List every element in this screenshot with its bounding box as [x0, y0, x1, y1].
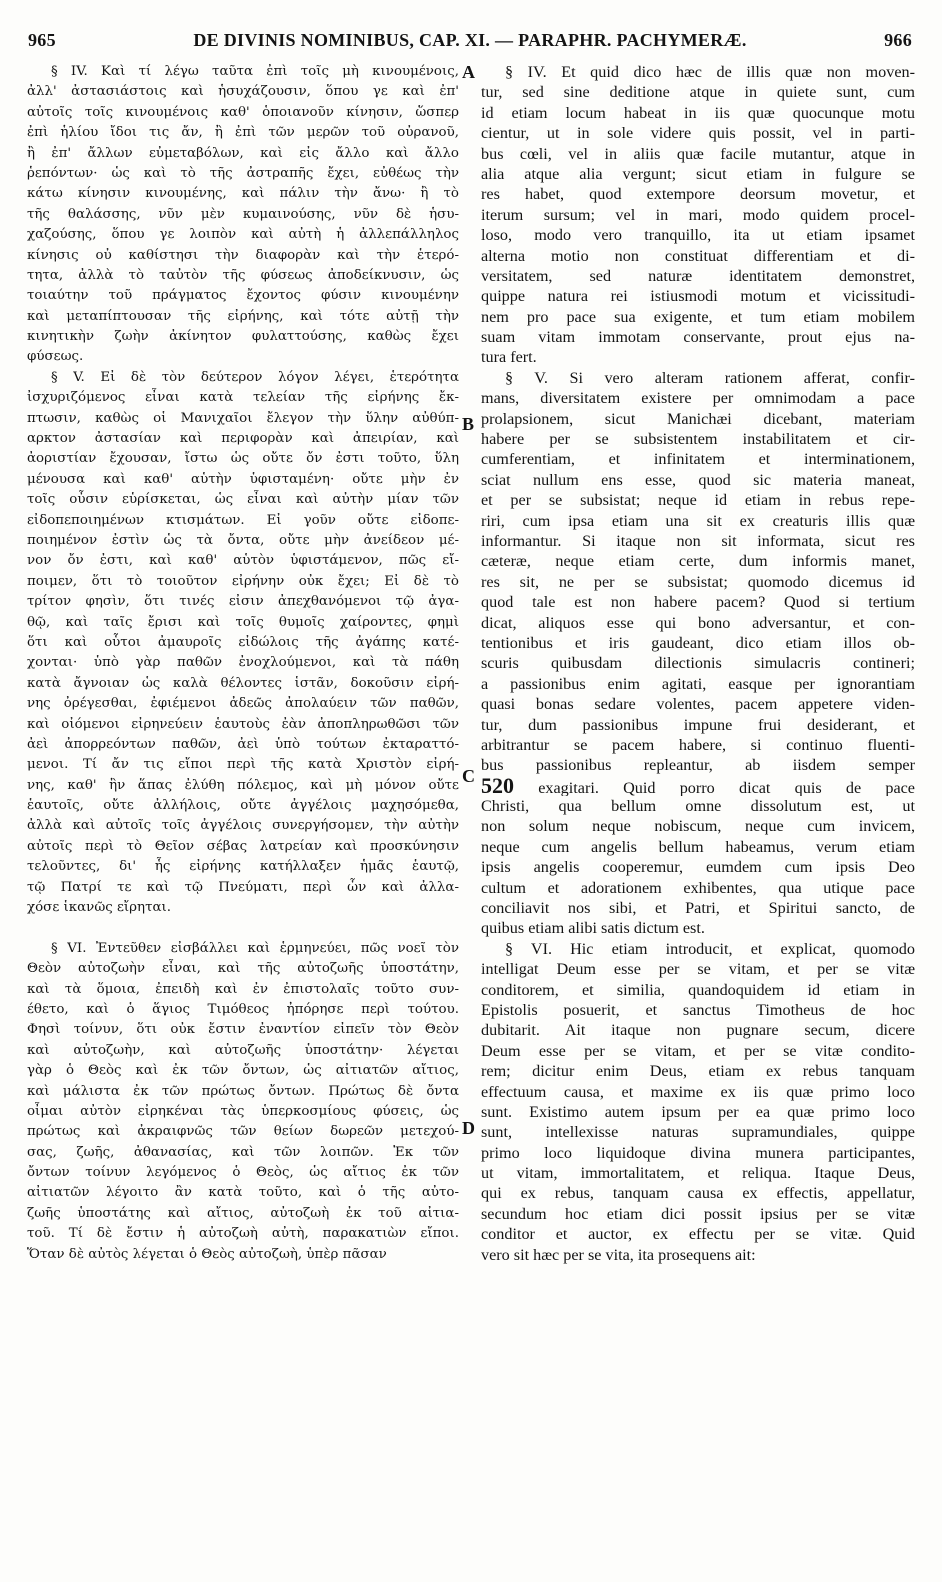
latin-line: bus cœli, vel in aliis quæ facile mutantur, atque in	[481, 144, 915, 163]
greek-line: νης, καθ' ἣν ἅπας ἐλύθη πόλεμος, καὶ μὴ μόνον οὔτε	[27, 777, 459, 793]
greek-line: ποιημένον ἐστὶν ὡς τὰ ὄντα, οὔτε μὴν ἀνείδεον μέ-	[27, 532, 459, 548]
latin-line: quippe natura rei istiusmodi motum et vicissitudi-	[481, 287, 915, 306]
latin-line: ipsis angelis cooperemur, eumdem cum ipsis Deo	[481, 858, 915, 877]
greek-line: κατὰ ἄγνοιαν ὡς καλὰ θέλοντες ἱστᾶν, δοκοῦσιν εἰρή-	[27, 675, 459, 691]
greek-line: Ὅταν δὲ αὐτὸς λέγεται ὁ Θεὸς αὐτοζωὴ, ὑπὲρ πᾶσαν	[27, 1246, 387, 1262]
latin-line: prolapsionem, sicut Manichæi dicebant, materiam	[481, 409, 915, 428]
latin-line: quod tale est non habere pacem? Quod si tertium	[481, 593, 915, 612]
latin-line: bus passionibus repleantur, ab iisdem semper	[481, 756, 915, 775]
greek-line: χαζούσης, ὅπου γε λοιπὸν καὶ αὐτὴ ἡ ἀλλεπάλληλος	[27, 227, 459, 243]
greek-line: Φησὶ τοίνυν, ὅτι οὐκ ἔστιν ἐναντίον εἰπεῖν τὸν Θεὸν	[27, 1022, 459, 1038]
latin-line: id etiam locum habeat in iis quæ quocunque motu	[481, 103, 915, 122]
greek-line: μένουσα καὶ καθ' αὑτὴν ὑφισταμένη· οὔτε μὴν ἐν	[27, 471, 459, 487]
latin-line: conditor et auctor, ex effectu per se vitæ. Quid	[481, 1225, 915, 1244]
latin-line: habere per se subsistentem instabilitatem et cir-	[481, 430, 915, 449]
latin-line: informantur. Si itaque non sit informata, sicut res	[481, 531, 915, 550]
greek-line: τῷ Πατρί τε καὶ τῷ Πνεύματι, περὶ ὧν καὶ ἀλλα-	[27, 879, 459, 895]
greek-line: καὶ οἰόμενοι εἰρηνεύειν ἑαυτοὺς ἐὰν ἀποπληρωθῶσι τῶν	[27, 716, 459, 732]
latin-line: arbitrantur se pacem habere, si continuo fluenti-	[481, 735, 915, 754]
greek-line: ὅτι καὶ οὗτοι ἀμαυροῖς εἰδώλοις τῆς ἀγάπης κατέ-	[27, 634, 459, 650]
margin-letter-a: A	[462, 62, 475, 82]
greek-line: αὐτοῖς περὶ τὸ Θεῖον σέβας λατρείαν καὶ προσκύνησιν	[27, 838, 459, 854]
paragraph-gap	[27, 918, 459, 938]
column-number-marker: 520	[481, 775, 514, 797]
page-number-left: 965	[28, 30, 56, 50]
greek-line: ῥεπόντων· ὡς καὶ τὸ τῆς ἀστραπῆς ἔχει, εὐθέως τὴν	[27, 165, 459, 181]
greek-line: σας, ζωῆς, ἀθανασίας, καὶ τῶν λοιπῶν. Ἐκ τῶν	[27, 1144, 459, 1160]
latin-line: primo loco liquidoque divina munera participantes,	[481, 1143, 915, 1162]
greek-column	[27, 62, 459, 1265]
greek-line: χονται· ὑπὸ γὰρ παθῶν ἐνοχλούμενοι, καὶ τὰ πάθη	[27, 655, 459, 671]
greek-line: αὐτοῖς τοῖς κινουμένοις καθ' ὁποιανοῦν κίνησιν, ὥσπερ	[27, 104, 459, 120]
latin-line: cæteræ, neque etiam certe, dum informis manet,	[481, 552, 915, 571]
latin-line: 520 exagitari. Quid porro dicat quis de pace	[481, 776, 915, 796]
greek-line: ἐπὶ ἡλίου ἴδοι τις ἄν, ἢ ἐπὶ τῶν μερῶν τοῦ οὐρανοῦ,	[27, 125, 459, 141]
latin-line: dubitarit. Ait itaque non pugnare secum, dicere	[481, 1021, 915, 1040]
greek-line: καὶ αὐτοζωὴν, καὶ αὐτοζωῆς ὑποστάτην· λέγεται	[27, 1042, 459, 1058]
greek-line: τελοῦντες, δι' ἧς εἰρήνης κατήλλαξεν ἡμᾶς ἑαυτῷ,	[27, 859, 459, 875]
greek-line: ἢ ἐπ' ἄλλων εὐμεταβόλων, καὶ εἰς ἄλλο καὶ ἄλλο	[27, 145, 459, 161]
greek-line: ἑαυτοῖς, οὔτε ἀλλήλοις, οὔτε ἀγγέλοις μαχησόμεθα,	[27, 798, 459, 814]
latin-line: nem pro pace sua exigente, et tum etiam mobilem	[481, 307, 915, 326]
greek-line: ἀλλὰ καὶ αὐτοῖς τοῖς ἀγγέλοις συνεργήσομεν, τὴν αὐτὴν	[27, 818, 459, 834]
greek-line: αρκτον ἀστασίαν καὶ περιφορὰν καὶ ἀπειρίαν, καὶ	[27, 431, 459, 447]
greek-line: κίνησις οὐ καθίστησι τὴν διαφορὰν καὶ τὴν ἑτερό-	[27, 247, 459, 263]
latin-line: § IV. Et quid dico hæc de illis quæ non moven-	[505, 63, 915, 81]
greek-line: γὰρ ὁ Θεὸς καὶ ἐκ τῶν ὄντων, ὡς αἰτιατῶν αἴτιος,	[27, 1063, 459, 1079]
latin-line: tur, dum passionibus impune frui desiderant, et	[481, 715, 915, 734]
latin-line: mans, diversitatem existere per omnimodam a pace	[481, 389, 915, 408]
latin-line: rem; dicitur enim Deus, etiam ex rebus tanquam	[481, 1062, 915, 1081]
latin-line: quasi bonas sedare volentes, pacem appetere viden-	[481, 695, 915, 714]
latin-line: iterum sursum; vel in mari, modo quidem procel-	[481, 205, 915, 224]
greek-line: οἶμαι αὐτὸν εἰρηκέναι τὰς ὑπερκοσμίους φύσεις, ὡς	[27, 1103, 459, 1119]
latin-line: dicat, aliquos esse qui bono adversantur, et con-	[481, 613, 915, 632]
greek-line: φύσεως.	[27, 349, 84, 365]
latin-line: sunt, intellexisse naturas supramundiales, quippe	[481, 1123, 915, 1142]
latin-line: effectuum causa, et maxime ex iis quæ primo loco	[481, 1082, 915, 1101]
latin-line: sciat nullum ens esse, quod sic materia maneat,	[481, 470, 915, 489]
greek-line: ἀοριστίαν ἔχουσαν, ἴστω ὡς οὔτε ὄν ἐστι τοῦτο, ὕλη	[27, 451, 459, 467]
greek-line: τοῦ. Τί δὲ ἔστιν ἡ αὐτοζωὴ αὐτὴ, παρακατιὼν εἴποι.	[27, 1226, 459, 1242]
greek-line: τοιαύτην τοῦ πράγματος ἔχοντος φύσιν κινουμένην	[27, 288, 459, 304]
greek-line: τρίτον φησὶν, ὅτι τινές εἰσιν ἀπεχθανόμενοι τῷ ἀγα-	[27, 594, 459, 610]
greek-line: θῷ, καὶ ταῖς ἔρισι καὶ τοῖς θυμοῖς χαίροντες, φημὶ	[27, 614, 459, 630]
margin-letter-c: C	[462, 766, 475, 786]
margin-letter-b: B	[462, 414, 475, 434]
greek-line: § VI. Ἐντεῦθεν εἰσβάλλει καὶ ἑρμηνεύει, πῶς νοεῖ τὸν	[51, 940, 459, 956]
latin-line: § VI. Hic etiam introducit, et explicat, quomodo	[505, 939, 915, 958]
latin-column	[481, 62, 915, 1265]
latin-line: alia atque alia vergunt; sicut etiam in fulgure se	[481, 164, 915, 183]
greek-line: ζωῆς ὑποστάτης καὶ αἴτιος, αὐτοζωὴ ἐκ τοῦ αἰτια-	[27, 1205, 459, 1221]
latin-line: versitatem, sed naturæ identitatem demonstret,	[481, 266, 915, 285]
greek-line: πτωσιν, καθὼς οἱ Μανιχαῖοι ἔλεγον τὴν ὕλην αὐθύπ-	[27, 410, 459, 426]
running-header	[28, 30, 912, 58]
latin-line: et per se subsistat; neque id etiam in rebus repe-	[481, 491, 915, 510]
greek-line: § V. Εἰ δὲ τὸν δεύτερον λόγον λέγει, ἑτερότητα	[51, 369, 459, 385]
greek-line: καὶ μάλιστα ἐκ τῶν πρώτως ὄντων. Πρώτως δὲ ὄντα	[27, 1083, 459, 1099]
greek-line: ἰσχυριζόμενος εἶναι κατὰ τελείαν τῆς εἰρήνης ἔκ-	[27, 390, 459, 406]
greek-line: ἀλλ' ἀστασιάστοις καὶ ἡσυχάζουσιν, ὅπου γε καὶ ἐπ'	[27, 84, 459, 100]
latin-line: cultum et adorationem exhibentes, qua utique pace	[481, 878, 915, 897]
latin-line: alterna motio non constituat differentiam et di-	[481, 246, 915, 265]
greek-line: πρώτως καὶ ἀκραιφνῶς τῶν θείων δωρεῶν μετεχού-	[27, 1124, 459, 1140]
greek-line: καὶ μεταπίπτουσαν τῆς εἰρήνης, καὶ τότε αὐτῇ τὴν	[27, 308, 459, 324]
greek-line: ὄντων τοίνυν λεγόμενος ὁ Θεὸς, ὡς αἴτιος ἐκ τῶν	[27, 1165, 459, 1181]
latin-line: secundum hoc etiam dici possit ipsius per se vitæ	[481, 1204, 915, 1223]
latin-line: intelligat Deum esse per se vitam, et per se vitæ	[481, 960, 915, 979]
latin-line: riri, cum ipsa etiam una sit ex creaturis illis quæ	[481, 511, 915, 530]
latin-line: qui ex rebus, tanquam causa ex effectis, appellatur,	[481, 1184, 915, 1203]
latin-line: Epistolis posuerit, et sanctus Timotheus de hoc	[481, 1000, 915, 1019]
greek-line: εἰδοπεποιημένων κτισμάτων. Εἰ γοῦν οὔτε εἰδοπε-	[27, 512, 459, 528]
greek-line: κάτω κίνησιν κινουμένης, καὶ πάλιν τὴν ἄνω· ἢ τὸ	[27, 186, 459, 202]
latin-line: Deum esse per se vitam, et per se vitæ condito-	[481, 1041, 915, 1060]
latin-line: cientur, ut in sole videre quis possit, vel in parti-	[481, 124, 915, 143]
margin-letter-d: D	[462, 1118, 475, 1138]
latin-line: tura fert.	[481, 348, 537, 367]
latin-line: neque cum angelis bellum habeamus, verum etiam	[481, 837, 915, 856]
greek-line: νης ὀρέγεσθαι, ἐφιέμενοι ἀδεῶς ἀπολαύειν τῶν παθῶν,	[27, 696, 459, 712]
greek-line: κινητικὴν ζωὴν ἀκίνητον φυλαττούσης, καθὼς ἔχει	[27, 329, 459, 345]
latin-line: ut vitam, immortalitatem, et reliqua. Itaque Deus,	[481, 1164, 915, 1183]
greek-line: τητα, ἀλλὰ τὸ ταὐτὸν τῆς φύσεως ἀποδείκνυσιν, ὡς	[27, 267, 459, 283]
page-number-right: 966	[884, 30, 912, 50]
greek-line: μενοι. Τί ἄν τις εἴποι περὶ τῆς κατὰ Χριστὸν εἰρή-	[27, 757, 459, 773]
latin-line: tentionibus et iris gaudeant, dico etiam illos ob-	[481, 633, 915, 652]
greek-line: νον ὄν ἐστι, καὶ καθ' αὑτὸν ὑφιστάμενον, πῶς εἴ-	[27, 553, 459, 569]
greek-line: τῆς θαλάσσης, νῦν μὲν κυμαινούσης, νῦν δὲ ἡσυ-	[27, 206, 459, 222]
latin-line: Christi, qua bellum omne dissolutum est, ut	[481, 797, 915, 816]
latin-line: scuris quibusdam dilectionis simulacris contineri;	[481, 654, 915, 673]
greek-line: ποιμεν, ὅτι τὸ τοιοῦτον εἰρήνην οὐκ ἔχει; Εἰ δὲ τὸ	[27, 573, 459, 589]
latin-line: vero sit hæc per se vita, ita prosequens ait:	[481, 1245, 756, 1264]
latin-line: sunt. Existimo autem ipsum per ea quæ primo loco	[481, 1102, 915, 1121]
latin-line: suam vitam immotam conservante, prout ejus na-	[481, 328, 915, 347]
latin-line: conciliavit nos sibi, et Patri, et Spiritui sancto, de	[481, 899, 915, 918]
latin-line: res sit, ne per se subsistat; quomodo dicemus id	[481, 572, 915, 591]
greek-line: χόσε ἱκανῶς εἴρηται.	[27, 900, 172, 916]
greek-line: καὶ τὰ ὅμοια, ἐπειδὴ καὶ ἐν ἐπιστολαῖς τοῦτο συν-	[27, 981, 459, 997]
latin-line: non solum neque nobiscum, neque cum invicem,	[481, 817, 915, 836]
latin-line: loso, modo vero tranquillo, ita ut etiam ipsamet	[481, 226, 915, 245]
greek-line: αἰτιατῶν λέγοιτο ἂν κατὰ τοῦτο, καὶ ὁ τῆς αὐτο-	[27, 1185, 459, 1201]
greek-line: § IV. Καὶ τί λέγω ταῦτα ἐπὶ τοῖς μὴ κινουμένοις,	[51, 64, 459, 79]
latin-line: § V. Si vero alteram rationem afferat, confir-	[505, 368, 915, 387]
latin-line: tur, sed sine deditione atque in quiete sunt, cum	[481, 83, 915, 102]
greek-line: έθετο, καὶ ὁ ἅγιος Τιμόθεος ἠπόρησε περὶ τούτου.	[27, 1001, 459, 1017]
latin-line: a passionibus enim agitati, easque per ignorantiam	[481, 674, 915, 693]
latin-line: res habet, quod extempore deorsum movetur, et	[481, 185, 915, 204]
greek-line: Θεὸν αὐτοζωὴν εἶναι, καὶ τῆς αὐτοζωῆς ὑποστάτην,	[27, 961, 459, 977]
latin-line: conditorem, et similia, quandoquidem id etiam in	[481, 980, 915, 999]
greek-line: τοῖς οὖσιν εὑρίσκεται, ὡς εἶναι καὶ αὐτὴν μίαν τῶν	[27, 492, 459, 508]
latin-line: quibus etiam alibi satis dictum est.	[481, 919, 705, 938]
greek-line: ἀεὶ ἀπορρεόντων παθῶν, ἀεὶ ὑπὸ τούτων ἐκταραττό-	[27, 736, 459, 752]
latin-line: cumferentiam, et infinitatem et interminationem,	[481, 450, 915, 469]
running-title: DE DIVINIS NOMINIBUS, CAP. XI. — PARAPHR. PACHYMERÆ.	[193, 30, 747, 50]
